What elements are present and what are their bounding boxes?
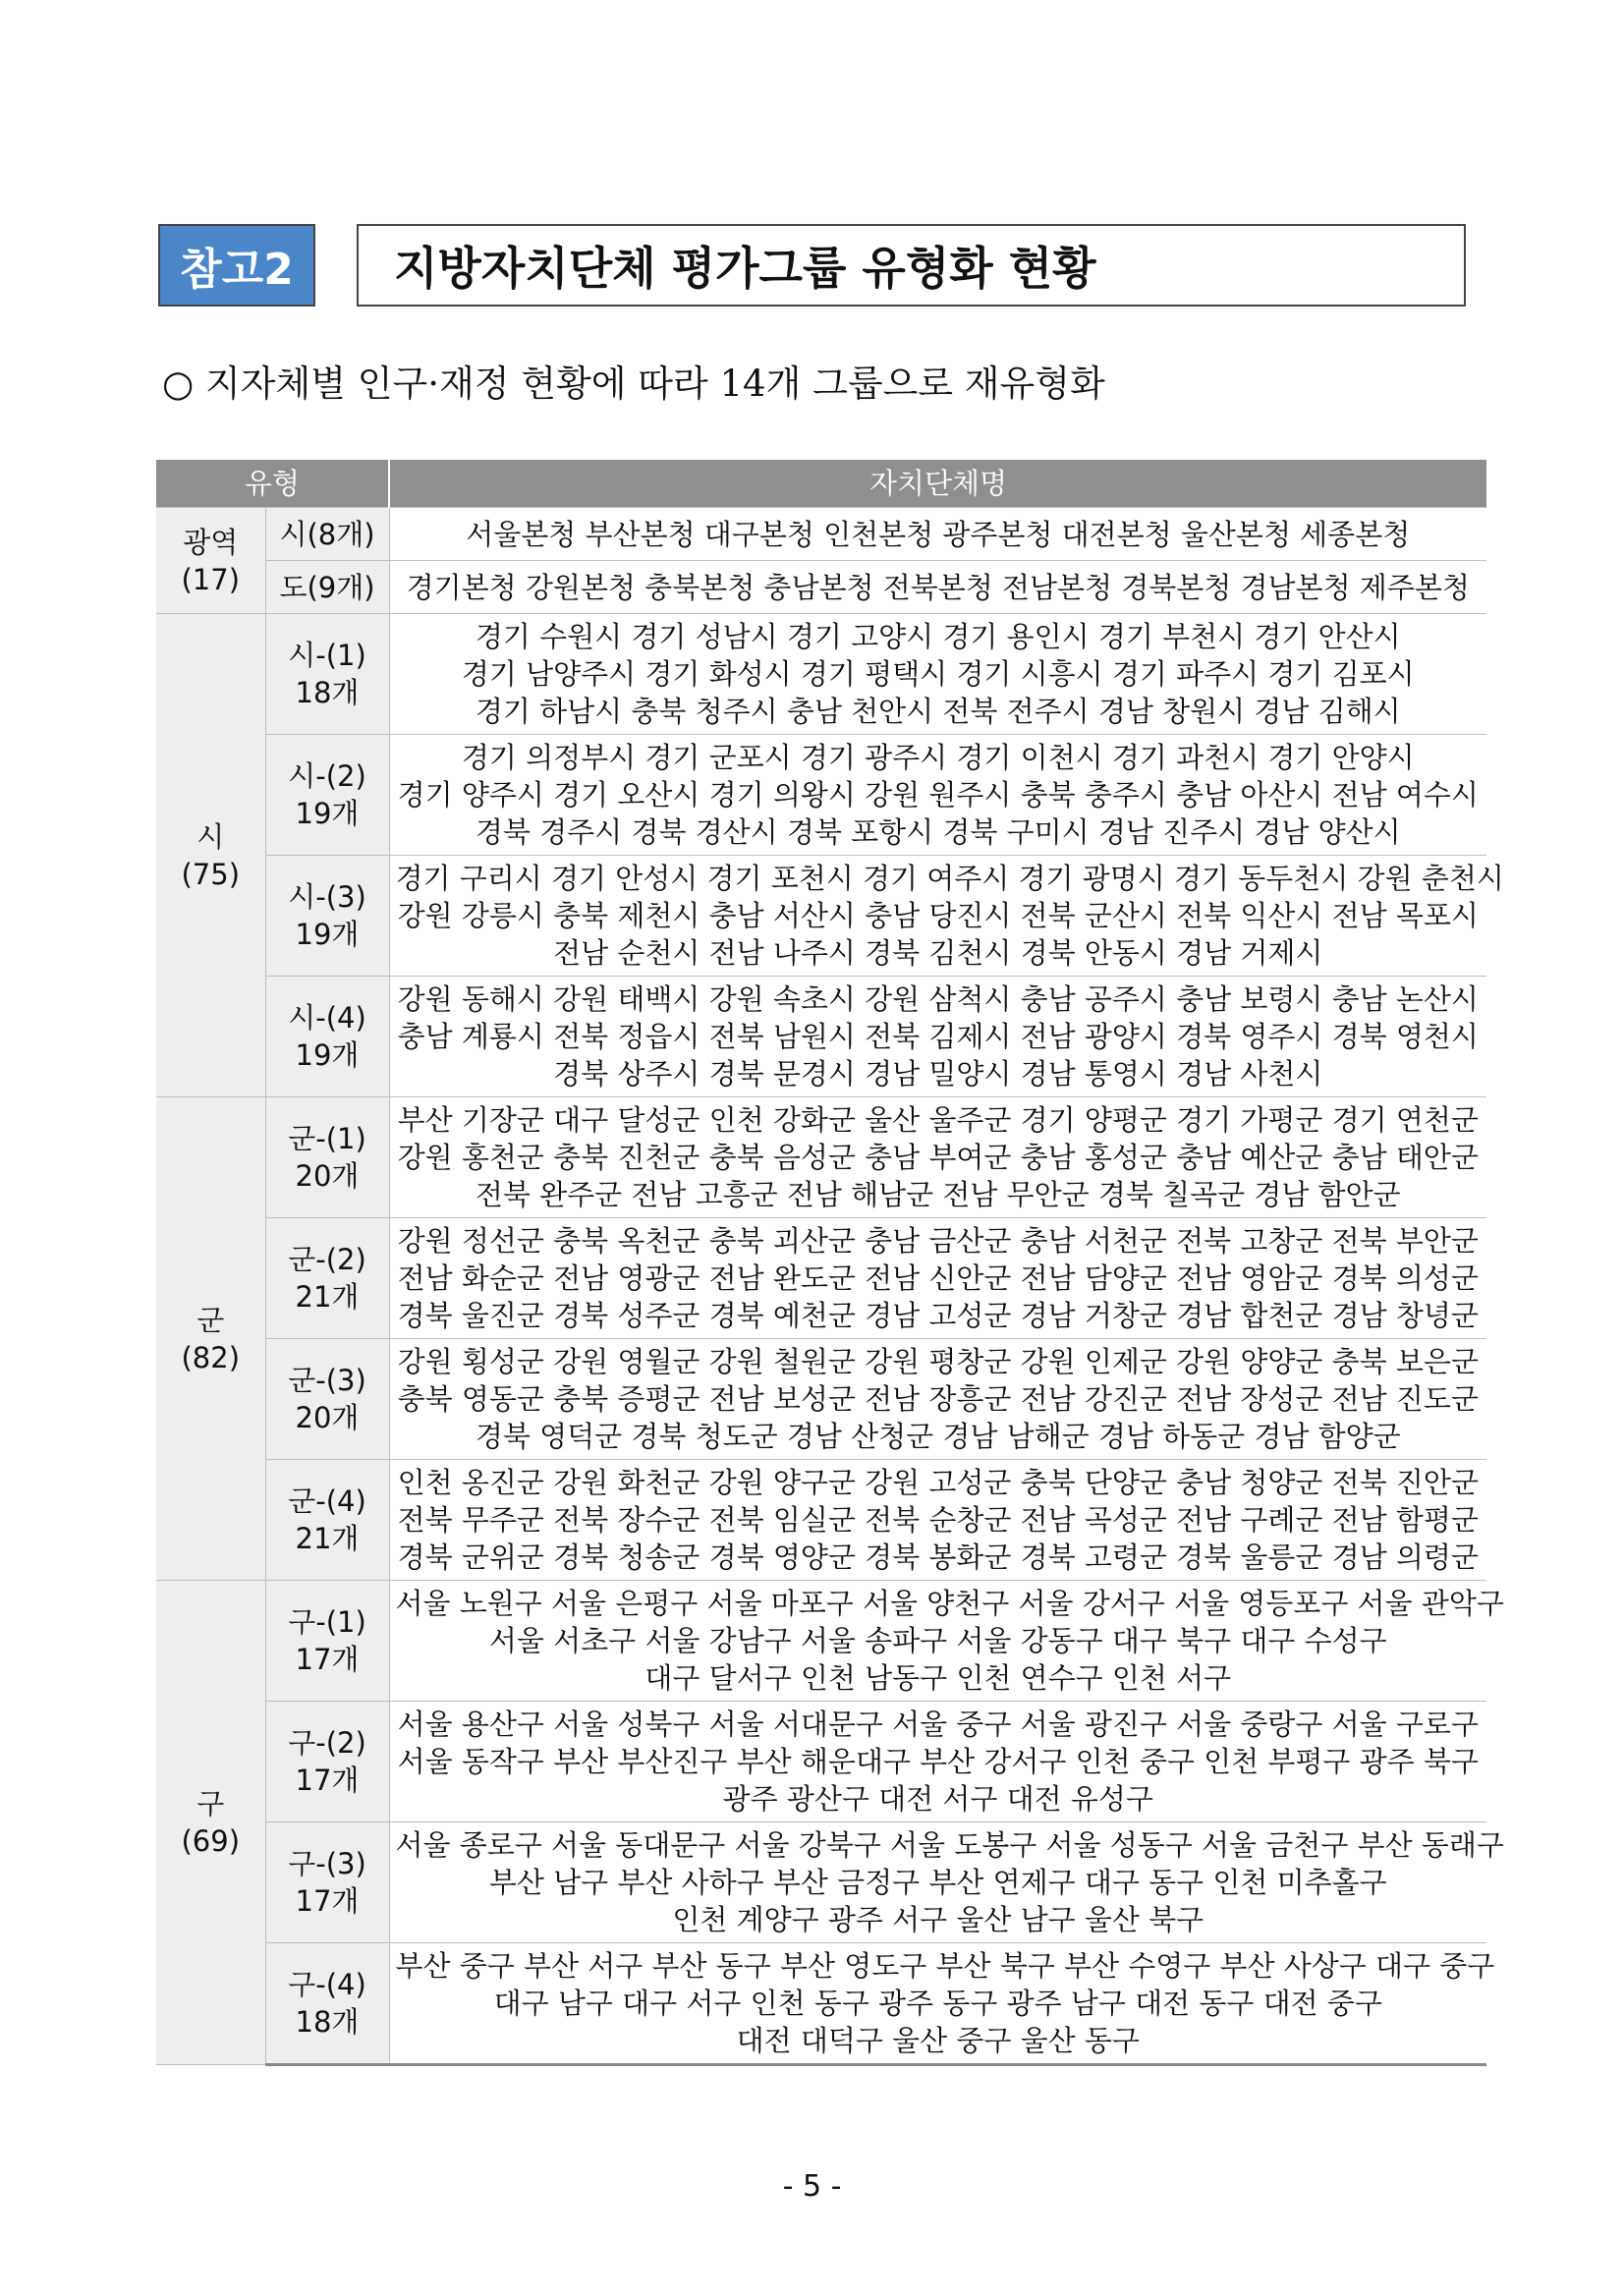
municipality-line: 경기 양주시 경기 오산시 경기 의왕시 강원 원주시 충북 충주시 충남 아산시 전남 여수시 bbox=[397, 778, 1479, 812]
municipality-names-cell bbox=[389, 1581, 1504, 1702]
group-label: 도(9개) bbox=[279, 570, 375, 604]
category-count: (75) bbox=[181, 857, 241, 891]
municipality-names-cell bbox=[389, 614, 1486, 735]
table-row bbox=[156, 614, 1486, 735]
group-label: 시-(2) bbox=[288, 759, 366, 793]
municipality-line: 경기 하남시 충북 청주시 충남 천안시 전북 전주시 경남 창원시 경남 김해시 bbox=[475, 695, 1401, 728]
group-cell bbox=[265, 1097, 389, 1218]
municipality-line: 강원 홍천군 충북 진천군 충북 음성군 충남 부여군 충남 홍성군 충남 예산군 충남 태안군 bbox=[397, 1141, 1479, 1174]
table-row bbox=[156, 508, 1486, 561]
municipality-line: 전북 무주군 전북 장수군 전북 임실군 전북 순창군 전남 곡성군 전남 구례군 전남 함평군 bbox=[397, 1503, 1479, 1537]
category-cell bbox=[156, 614, 265, 1097]
municipality-line: 경북 경주시 경북 경산시 경북 포항시 경북 구미시 경남 진주시 경남 양산시 bbox=[475, 815, 1401, 849]
municipality-line: 경북 군위군 경북 청송군 경북 영양군 경북 봉화군 경북 고령군 경북 울릉군 경남 의령군 bbox=[397, 1540, 1479, 1574]
group-label: 시-(4) bbox=[288, 1001, 366, 1035]
group-count: 21개 bbox=[295, 1522, 360, 1555]
municipality-names-cell bbox=[389, 856, 1504, 977]
municipality-line: 부산 남구 부산 사하구 부산 금정구 부산 연제구 대구 동구 인천 미추홀구 bbox=[488, 1866, 1387, 1899]
municipality-line: 강원 동해시 강원 태백시 강원 속초시 강원 삼척시 충남 공주시 충남 보령시 충남 논산시 bbox=[397, 982, 1479, 1016]
table-header-row bbox=[156, 460, 1486, 508]
group-label: 구-(1) bbox=[288, 1605, 366, 1639]
municipality-names-cell bbox=[389, 508, 1486, 561]
table-row bbox=[156, 1822, 1486, 1943]
municipality-line: 경북 울진군 경북 성주군 경북 예천군 경남 고성군 경남 거창군 경남 합천군 경남 창녕군 bbox=[397, 1299, 1479, 1332]
group-cell bbox=[265, 1218, 389, 1339]
table-row bbox=[156, 1460, 1486, 1581]
municipality-names-cell bbox=[389, 1460, 1486, 1581]
municipality-line: 강원 강릉시 충북 제천시 충남 서산시 충남 당진시 전북 군산시 전북 익산시 전남 목포시 bbox=[397, 899, 1479, 932]
municipality-names-cell bbox=[389, 1943, 1495, 2065]
group-count: 20개 bbox=[295, 1159, 360, 1193]
group-label: 시-(1) bbox=[288, 639, 366, 672]
category-name: 군 bbox=[196, 1303, 225, 1337]
municipality-line: 서울 서초구 서울 강남구 서울 송파구 서울 강동구 대구 북구 대구 수성구 bbox=[488, 1624, 1387, 1657]
group-cell bbox=[265, 735, 389, 856]
municipality-line: 부산 중구 부산 서구 부산 동구 부산 영도구 부산 북구 부산 수영구 부산 사상구 대구 중구 bbox=[395, 1949, 1495, 1983]
group-cell bbox=[265, 1581, 389, 1702]
category-name: 시 bbox=[196, 819, 225, 854]
table-row bbox=[156, 1097, 1486, 1218]
municipality-line: 강원 횡성군 강원 영월군 강원 철원군 강원 평창군 강원 인제군 강원 양양군 충북 보은군 bbox=[397, 1345, 1479, 1378]
municipality-line: 강원 정선군 충북 옥천군 충북 괴산군 충남 금산군 충남 서천군 전북 고창군 전북 부안군 bbox=[397, 1224, 1479, 1258]
municipality-names-cell bbox=[389, 1339, 1486, 1460]
municipality-line: 인천 계양구 광주 서구 울산 남구 울산 북구 bbox=[672, 1903, 1204, 1936]
municipality-line: 경기 구리시 경기 안성시 경기 포천시 경기 여주시 경기 광명시 경기 동두천시 강원 춘천시 bbox=[395, 862, 1504, 895]
municipality-line: 서울 노원구 서울 은평구 서울 마포구 서울 양천구 서울 강서구 서울 영등포구 서울 관악구 bbox=[395, 1587, 1504, 1620]
group-cell bbox=[265, 1460, 389, 1581]
group-cell bbox=[265, 614, 389, 735]
category-cell bbox=[156, 1581, 265, 2065]
group-cell bbox=[265, 508, 389, 561]
page-header bbox=[158, 224, 1466, 307]
category-count: (82) bbox=[181, 1340, 241, 1374]
municipality-line: 서울 종로구 서울 동대문구 서울 강북구 서울 도봉구 서울 성동구 서울 금천구 부산 동래구 bbox=[395, 1828, 1504, 1862]
municipality-line: 인천 옹진군 강원 화천군 강원 양구군 강원 고성군 충북 단양군 충남 청양군 전북 진안군 bbox=[397, 1466, 1479, 1499]
municipality-line: 충북 영동군 충북 증평군 전남 보성군 전남 장흥군 전남 강진군 전남 장성군 전남 진도군 bbox=[397, 1382, 1479, 1416]
municipality-line: 대구 남구 대구 서구 인천 동구 광주 동구 광주 남구 대전 동구 대전 중구 bbox=[493, 1987, 1382, 2020]
group-cell bbox=[265, 977, 389, 1097]
municipality-line: 경북 영덕군 경북 청도군 경남 산청군 경남 남해군 경남 하동군 경남 함양군 bbox=[475, 1420, 1401, 1453]
group-label: 군-(3) bbox=[288, 1364, 366, 1397]
table-row bbox=[156, 1581, 1486, 1702]
municipality-names-cell bbox=[389, 977, 1486, 1097]
group-label: 군-(4) bbox=[288, 1484, 366, 1518]
table-row bbox=[156, 1702, 1486, 1822]
intro-bullet: ○ 지자체별 인구·재정 현황에 따라 14개 그룹으로 재유형화 bbox=[162, 363, 1105, 405]
category-name: 구 bbox=[196, 1787, 225, 1820]
reference-badge: 참고2 bbox=[158, 224, 315, 307]
municipality-line: 서울 용산구 서울 성북구 서울 서대문구 서울 중구 서울 광진구 서울 중랑구 서울 구로구 bbox=[397, 1708, 1479, 1741]
group-count: 20개 bbox=[295, 1401, 360, 1434]
municipality-line: 전남 화순군 전남 영광군 전남 완도군 전남 신안군 전남 담양군 전남 영암군 경북 의성군 bbox=[397, 1261, 1479, 1295]
category-count: (69) bbox=[181, 1824, 241, 1858]
group-count: 19개 bbox=[295, 918, 360, 951]
group-count: 19개 bbox=[295, 1038, 360, 1072]
group-count: 17개 bbox=[295, 1764, 360, 1797]
municipality-names-cell bbox=[389, 735, 1486, 856]
municipality-names-cell bbox=[389, 1702, 1486, 1822]
table-row bbox=[156, 561, 1486, 614]
category-name: 광역 bbox=[183, 525, 239, 559]
page-number: - 5 - bbox=[782, 2169, 842, 2204]
group-label: 구-(3) bbox=[288, 1847, 366, 1880]
category-count: (17) bbox=[181, 562, 241, 596]
group-cell bbox=[265, 856, 389, 977]
page-title: 지방자치단체 평가그룹 유형화 현황 bbox=[357, 224, 1466, 307]
group-label: 구-(2) bbox=[288, 1726, 366, 1760]
table-row bbox=[156, 1339, 1486, 1460]
group-count: 21개 bbox=[295, 1280, 360, 1314]
municipality-line: 전남 순천시 전남 나주시 경북 김천시 경북 안동시 경남 거제시 bbox=[553, 936, 1323, 970]
group-count: 17개 bbox=[295, 1643, 360, 1676]
municipality-line: 전북 완주군 전남 고흥군 전남 해남군 전남 무안군 경북 칠곡군 경남 함안군 bbox=[475, 1178, 1401, 1211]
municipality-line: 경기 수원시 경기 성남시 경기 고양시 경기 용인시 경기 부천시 경기 안산시 bbox=[475, 620, 1401, 653]
group-label: 구-(4) bbox=[288, 1968, 366, 2001]
municipality-names-cell bbox=[389, 1822, 1504, 1943]
municipality-line: 경기본청 강원본청 충북본청 충남본청 전북본청 전남본청 경북본청 경남본청 제주본청 bbox=[406, 570, 1470, 604]
municipality-names-cell bbox=[389, 1097, 1486, 1218]
municipality-line: 부산 기장군 대구 달성군 인천 강화군 울산 울주군 경기 양평군 경기 가평군 경기 연천군 bbox=[397, 1103, 1479, 1137]
group-cell bbox=[265, 1339, 389, 1460]
group-label: 군-(2) bbox=[288, 1243, 366, 1276]
group-count: 18개 bbox=[295, 2005, 360, 2039]
group-cell bbox=[265, 1943, 389, 2065]
category-cell bbox=[156, 508, 265, 614]
municipality-line: 경기 남양주시 경기 화성시 경기 평택시 경기 시흥시 경기 파주시 경기 김포시 bbox=[461, 657, 1415, 691]
table-row bbox=[156, 1218, 1486, 1339]
table-body bbox=[156, 508, 1504, 2065]
municipality-line: 경기 의정부시 경기 군포시 경기 광주시 경기 이천시 경기 과천시 경기 안양시 bbox=[461, 741, 1415, 774]
group-label: 시(8개) bbox=[279, 517, 375, 551]
group-cell bbox=[265, 561, 389, 614]
group-count: 19개 bbox=[295, 797, 360, 830]
table-row bbox=[156, 856, 1486, 977]
municipality-line: 대전 대덕구 울산 중구 울산 동구 bbox=[736, 2024, 1140, 2057]
municipality-line: 경북 상주시 경북 문경시 경남 밀양시 경남 통영시 경남 사천시 bbox=[553, 1057, 1323, 1091]
municipality-line: 광주 광산구 대전 서구 대전 유성구 bbox=[722, 1782, 1153, 1816]
group-table bbox=[156, 460, 1504, 2066]
group-count: 17개 bbox=[295, 1884, 360, 1918]
municipality-line: 대구 달서구 인천 남동구 인천 연수구 인천 서구 bbox=[644, 1661, 1232, 1695]
group-label: 군-(1) bbox=[288, 1122, 366, 1155]
column-header-names: 자치단체명 bbox=[389, 460, 1486, 508]
municipality-line: 서울 동작구 부산 부산진구 부산 해운대구 부산 강서구 인천 중구 인천 부평구 광주 북구 bbox=[397, 1745, 1479, 1778]
municipality-names-cell bbox=[389, 1218, 1486, 1339]
table-row bbox=[156, 1943, 1486, 2065]
table-row bbox=[156, 735, 1486, 856]
municipality-line: 서울본청 부산본청 대구본청 인천본청 광주본청 대전본청 울산본청 세종본청 bbox=[466, 517, 1411, 551]
group-label: 시-(3) bbox=[288, 880, 366, 914]
group-count: 18개 bbox=[295, 676, 360, 709]
column-header-type: 유형 bbox=[156, 460, 389, 508]
municipality-line: 충남 계룡시 전북 정읍시 전북 남원시 전북 김제시 전남 광양시 경북 영주시 경북 영천시 bbox=[397, 1020, 1479, 1053]
category-cell bbox=[156, 1097, 265, 1581]
group-cell bbox=[265, 1822, 389, 1943]
table-row bbox=[156, 977, 1486, 1097]
group-cell bbox=[265, 1702, 389, 1822]
municipality-names-cell bbox=[389, 561, 1486, 614]
